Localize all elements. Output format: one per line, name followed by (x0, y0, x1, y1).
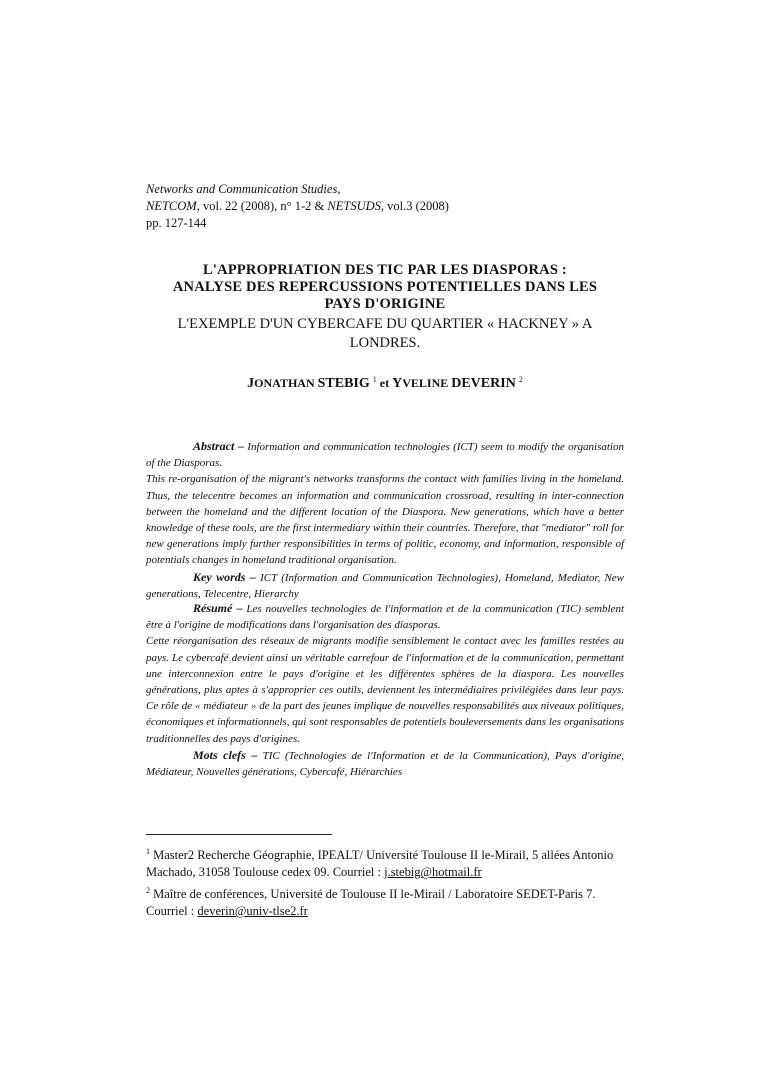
mots-clefs-text: TIC (Technologies de l'Information et de la Communication), Pays d'origine, Médiateur, Nouvelles générations, Cybercafé, Hiérarchies (146, 749, 624, 779)
resume-body: Cette réorganisation des réseaux de migrants modifie sensiblement le contact avec les familles restées au pays. Le cybercafé devient ainsi un véritable carrefour de l'information et de la communication, permettant une interconnexion entre le pays d'origine et les différentes sphères de la diaspora. Les nouvelles générations, plus aptes à s'approprier ces outils, deviennent les intermédiaires privilégiées dans leur pays. Ce rôle de « médiateur » de la part des jeunes implique de nouvelles responsabilités aux niveaux politiques, économiques et informationnels, qui sont responsables de potentiels bouleversements dans les organisations traditionnelles des pays d'origines. (146, 635, 624, 745)
author-2-footnote-mark: 2 (518, 375, 523, 384)
footnote-separator (146, 834, 332, 835)
journal-volume-2: , vol.3 (2008) (380, 199, 449, 213)
journal-volume-1: , vol. 22 (2008), n° 1-2 & (196, 199, 328, 213)
author-2: YVELINE DEVERIN $^2$ (392, 375, 523, 391)
journal-series: Networks and Communication Studies, (146, 182, 341, 196)
mots-clefs-label: Mots clefs – (193, 747, 258, 762)
keywords-text: ICT (Information and Communication Technologies), Homeland, Mediator, New generations, Telecentre, Hierarchy (146, 571, 625, 600)
journal-name-netcom: NETCOM (146, 199, 197, 213)
journal-header (146, 181, 626, 232)
author-1-footnote-mark: 1 (372, 375, 377, 384)
title-line-2: ANALYSE DES REPERCUSSIONS POTENTIELLES DANS LES (172, 279, 598, 295)
resume-intro: Les nouvelles technologies de l'information et de la communication (TIC) semblent être à l'origine de modifications dans l'organisation des diasporas. (146, 603, 624, 632)
abstract-body: This re-organisation of the migrant's networks transforms the contact with families living in the homeland. Thus, the telecentre becomes an information and communication crossroad, resulting in inter-connection between the homeland and the different location of the Diaspora. New generations, which have a better knowledge of these tools, are the first intermediary within their countries. Therefore, that "mediator" roll for new generations imply further responsibilities in terms of politic, economy, and information, responsible of potentials changes in homeland traditional organisation. (146, 473, 624, 567)
footnotes (146, 843, 624, 920)
subtitle-line-2: LONDRES. (349, 335, 421, 351)
page-range: pp. 127-144 (146, 216, 207, 230)
subtitle-line-1: L'EXEMPLE D'UN CYBERCAFE DU QUARTIER « HACKNEY » A (177, 316, 593, 332)
abstract-english (146, 438, 624, 602)
title-line-3: PAYS D'ORIGINE (324, 296, 446, 312)
footnote-1: $^1$ Master2 Recherche Géographie, IPEALT/ Université Toulouse II le-Mirail, 5 allées Antonio Machado, 31058 Toulouse cedex 09. Courriel : j.stebig@hotmail.fr (146, 847, 614, 880)
author-list (140, 375, 630, 392)
abstract-intro: Information and communication technologies (ICT) seem to modify the organisation of the Diasporas. (146, 441, 624, 470)
paper-title (140, 262, 630, 353)
footnote-2: $^2$ Maître de conférences, Université de Toulouse II le-Mirail / Laboratoire SEDET-Paris 7. (146, 885, 596, 901)
keywords-label: Key words – (193, 569, 256, 584)
title-line-1: L'APPROPRIATION DES TIC PAR LES DIASPORAS : (203, 262, 567, 278)
footnote-2-contact: Courriel : deverin@univ-tlse2.fr (146, 903, 308, 918)
resume-label: Résumé – (193, 601, 243, 615)
journal-name-netsuds: NETSUDS (327, 199, 381, 213)
abstract-label: Abstract – (193, 439, 244, 453)
author-conjunction: et (379, 376, 390, 390)
email-link-deverin[interactable]: deverin@univ-tlse2.fr (197, 903, 308, 918)
abstract-french (146, 600, 624, 780)
email-link-stebig[interactable]: j.stebig@hotmail.fr (384, 865, 482, 880)
author-1: JONATHAN STEBIG $^1$ (247, 375, 377, 391)
